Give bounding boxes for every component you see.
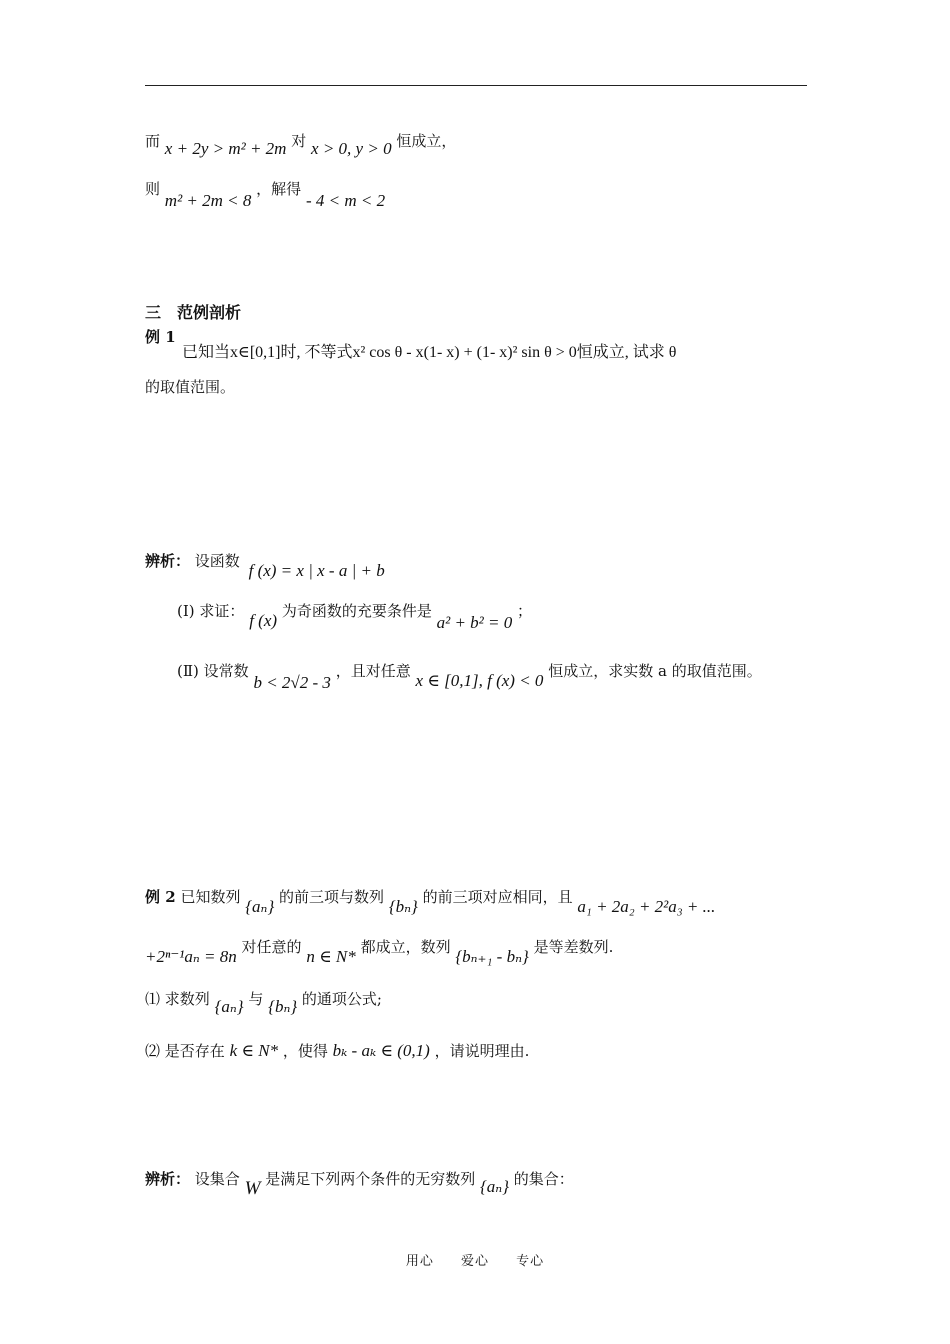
math-inequality: m² + 2m < 8 bbox=[164, 191, 252, 210]
math-condition: n ∈ N* bbox=[306, 947, 356, 966]
math-sequence: {bₙ₊₁ - bₙ} bbox=[455, 947, 529, 966]
analysis-1-line bbox=[145, 550, 385, 580]
math-condition: k ∈ N* bbox=[229, 1041, 279, 1060]
math-sequence: {bₙ} bbox=[268, 997, 298, 1016]
text-fragment: ，请说明理由. bbox=[434, 1042, 530, 1060]
math-sequence: {aₙ} bbox=[480, 1177, 509, 1196]
math-sequence: {aₙ} bbox=[214, 997, 244, 1016]
math-inequality: x + 2y > m² + 2m bbox=[164, 139, 287, 158]
math-function: f (x) = x | x - a | + b bbox=[248, 561, 385, 580]
text-fragment: 的通项公式; bbox=[301, 990, 382, 1008]
text-fragment: 则 bbox=[145, 180, 161, 198]
example-1-text-2: 的取值范围。 bbox=[145, 378, 236, 396]
example-1-label: 例 1 bbox=[145, 328, 176, 346]
text-fragment: 是满足下列两个条件的无穷数列 bbox=[265, 1170, 476, 1188]
analysis-2-line bbox=[145, 1168, 574, 1199]
header-rule bbox=[145, 85, 807, 86]
text-fragment: 的前三项对应相同，且 bbox=[422, 888, 573, 906]
text-fragment: 恒成立， bbox=[396, 132, 457, 150]
text-fragment: 的前三项与数列 bbox=[279, 888, 385, 906]
example-2-label: 例 2 bbox=[145, 888, 176, 906]
math-sequence: {bₙ} bbox=[388, 897, 418, 916]
analysis-label: 辨析： bbox=[145, 1170, 191, 1188]
text-fragment: ，使得 bbox=[282, 1042, 328, 1060]
text-fragment: 对 bbox=[291, 132, 307, 150]
text-fragment: 与 bbox=[248, 990, 264, 1008]
text-fragment: 是等差数列. bbox=[533, 938, 614, 956]
example-1-text: 已知当x∈[0,1]时, 不等式x² cos θ - x(1- x) + (1- x)² sin θ > 0恒成立, 试求 θ bbox=[182, 344, 677, 361]
example-2-question-2 bbox=[145, 1040, 529, 1061]
footer-text: 爱心 bbox=[460, 1254, 489, 1269]
text-fragment: 都成立，数列 bbox=[360, 938, 451, 956]
text-fragment: ，解得 bbox=[256, 180, 302, 198]
text-fragment: ⑵ 是否存在 bbox=[145, 1042, 225, 1060]
text-fragment: (Ⅱ) 设常数 bbox=[177, 662, 249, 680]
math-condition: bₖ - aₖ ∈ (0,1) bbox=[332, 1041, 430, 1060]
math-condition: b < 2√2 - 3 bbox=[253, 673, 331, 692]
math-sum: a₁ + 2a₂ + 2²a₃ + ... bbox=[577, 897, 716, 916]
text-fragment: 设函数 bbox=[194, 552, 240, 570]
text-fragment: 对任意的 bbox=[241, 938, 302, 956]
text-fragment: 而 bbox=[145, 132, 161, 150]
footer-text: 专心 bbox=[516, 1254, 545, 1269]
text-fragment: ⑴ 求数列 bbox=[145, 990, 210, 1008]
page-footer bbox=[0, 1250, 950, 1269]
text-fragment: 设集合 bbox=[194, 1170, 240, 1188]
analysis-1-part-2 bbox=[177, 660, 762, 692]
text-fragment: 为奇函数的充要条件是 bbox=[281, 602, 432, 620]
math-condition: x ∈ [0,1], f (x) < 0 bbox=[415, 671, 544, 690]
text-line-1 bbox=[145, 130, 457, 158]
math-condition: x > 0, y > 0 bbox=[311, 139, 392, 158]
analysis-1-part-1 bbox=[177, 600, 533, 632]
math-set: W bbox=[244, 1178, 261, 1199]
section-heading: 三 范例剖析 bbox=[145, 303, 242, 322]
math-condition: a² + b² = 0 bbox=[436, 613, 513, 632]
example-2-question-1 bbox=[145, 988, 382, 1016]
text-fragment: ，且对任意 bbox=[335, 662, 411, 680]
example-2-line-2 bbox=[145, 936, 614, 966]
text-fragment: 已知数列 bbox=[180, 888, 241, 906]
math-function: f (x) bbox=[249, 611, 278, 630]
text-fragment: (Ⅰ) 求证： bbox=[177, 602, 245, 620]
text-fragment: ； bbox=[517, 602, 533, 620]
text-line-2 bbox=[145, 178, 386, 210]
text-fragment: 的集合： bbox=[513, 1170, 574, 1188]
analysis-label: 辨析： bbox=[145, 552, 191, 570]
text-fragment: 恒成立，求实数 a 的取值范围。 bbox=[548, 662, 762, 680]
footer-text: 用心 bbox=[405, 1254, 434, 1269]
math-sum: +2ⁿ⁻¹aₙ = 8n bbox=[145, 947, 237, 966]
math-solution: - 4 < m < 2 bbox=[305, 191, 386, 210]
math-sequence: {aₙ} bbox=[245, 897, 275, 916]
example-2-line-1 bbox=[145, 886, 716, 916]
